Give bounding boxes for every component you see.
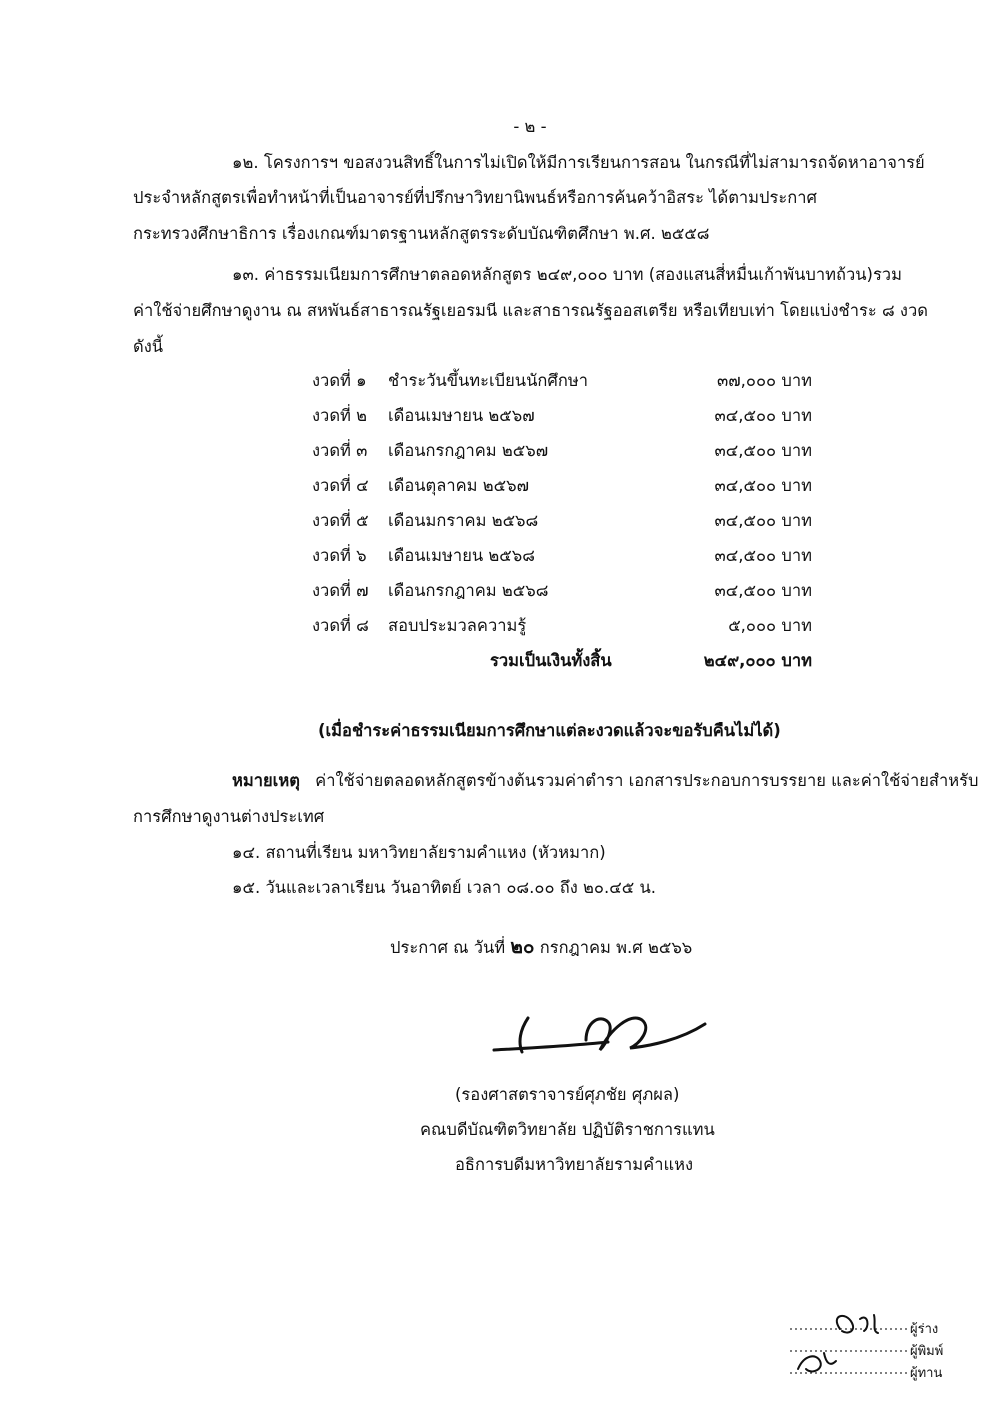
installment-amount: ๓๔,๕๐๐ บาท <box>714 406 812 425</box>
installment-amount: ๓๔,๕๐๐ บาท <box>714 511 812 530</box>
schedule-row <box>0 613 1000 643</box>
installment-description: เดือนมกราคม ๒๕๖๘ <box>388 511 539 530</box>
schedule-row <box>0 403 1000 433</box>
installment-description: เดือนตุลาคม ๒๕๖๗ <box>388 476 530 495</box>
total-label: รวมเป็นเงินทั้งสิ้น <box>490 651 612 670</box>
remark-line1 <box>232 768 978 794</box>
signatory-position2: อธิการบดีมหาวิทยาลัยรามคำแหง <box>455 1155 694 1174</box>
schedule-row <box>0 578 1000 608</box>
installment-amount: ๓๔,๕๐๐ บาท <box>714 476 812 495</box>
item15: ๑๕. วันและเวลาเรียน วันอาทิตย์ เวลา ๐๘.๐๐ ถึง ๒๐.๔๕ น. <box>232 878 656 897</box>
schedule-row <box>0 473 1000 503</box>
signature-image <box>490 1000 720 1070</box>
installment-description: สอบประมวลความรู้ <box>388 616 527 635</box>
item12-line2: ประจำหลักสูตรเพื่อทำหน้าที่เป็นอาจารย์ที่ปรึกษาวิทยานิพนธ์หรือการค้นคว้าอิสระ ได้ตามประกาศ <box>133 188 817 207</box>
remark-line2: การศึกษาดูงานต่างประเทศ <box>133 807 325 826</box>
signatory-name: (รองศาสตราจารย์ศุภชัย ศุภผล) <box>455 1085 680 1104</box>
page-number: - ๒ - <box>513 117 547 136</box>
installment-number: งวดที่ ๕ <box>312 511 369 530</box>
item12-line1: ๑๒. โครงการฯ ขอสงวนสิทธิ์ในการไม่เปิดให้มีการเรียนการสอน ในกรณีที่ไม่สามารถจัดหาอาจารย์ <box>232 153 925 172</box>
item13-line1: ๑๓. ค่าธรรมเนียมการศึกษาตลอดหลักสูตร ๒๔๙,๐๐๐ บาท (สองแสนสี่หมื่นเก้าพันบาทถ้วน)รวม <box>232 265 902 284</box>
installment-number: งวดที่ ๒ <box>312 406 368 425</box>
installment-number: งวดที่ ๓ <box>312 441 368 460</box>
installment-number: งวดที่ ๘ <box>312 616 369 635</box>
schedule-row <box>0 438 1000 468</box>
installment-description: เดือนกรกฎาคม ๒๕๖๗ <box>388 441 549 460</box>
announcement-date <box>390 932 692 962</box>
total-amount: ๒๔๙,๐๐๐ บาท <box>703 651 812 670</box>
installment-description: เดือนเมษายน ๒๕๖๘ <box>388 546 535 565</box>
no-refund-note: (เมื่อชำระค่าธรรมเนียมการศึกษาแต่ละงวดแล้วจะขอรับคืนไม่ได้) <box>318 721 781 740</box>
installment-number: งวดที่ ๗ <box>312 581 369 600</box>
remark-label: หมายเหตุ <box>232 771 300 790</box>
item13-line2: ค่าใช้จ่ายศึกษาดูงาน ณ สหพันธ์สาธารณรัฐเยอรมนี และสาธารณรัฐออสเตรีย หรือเทียบเท่า โดยแบ่งชำระ ๘ งวด <box>133 301 928 320</box>
schedule-row <box>0 508 1000 538</box>
initials-drafter: ผู้ร่าง <box>910 1322 939 1337</box>
installment-description: เดือนเมษายน ๒๕๖๗ <box>388 406 535 425</box>
installment-amount: ๕,๐๐๐ บาท <box>728 616 812 635</box>
schedule-row <box>0 368 1000 398</box>
initials-scribble-image <box>790 1305 900 1380</box>
remark-text: ค่าใช้จ่ายตลอดหลักสูตรข้างต้นรวมค่าตำรา เอกสารประกอบการบรรยาย และค่าใช้จ่ายสำหรับ <box>315 771 979 790</box>
announcement-prefix: ประกาศ ณ วันที่ <box>390 938 506 957</box>
schedule-total-row <box>0 648 1000 678</box>
schedule-row <box>0 543 1000 573</box>
installment-number: งวดที่ ๖ <box>312 546 367 565</box>
item12-line3: กระทรวงศึกษาธิการ เรื่องเกณฑ์มาตรฐานหลักสูตรระดับบัณฑิตศึกษา พ.ศ. ๒๕๕๘ <box>133 224 710 243</box>
announcement-day: ๒๐ <box>510 936 535 958</box>
initials-typist: ผู้พิมพ์ <box>910 1344 944 1359</box>
initials-reviewer: ผู้ทาน <box>910 1366 943 1381</box>
announcement-suffix: กรกฎาคม พ.ศ ๒๕๖๖ <box>539 938 693 957</box>
installment-number: งวดที่ ๑ <box>312 371 367 390</box>
installment-number: งวดที่ ๔ <box>312 476 369 495</box>
signatory-position1: คณบดีบัณฑิตวิทยาลัย ปฏิบัติราชการแทน <box>420 1120 715 1139</box>
installment-description: เดือนกรกฎาคม ๒๕๖๘ <box>388 581 549 600</box>
item14: ๑๔. สถานที่เรียน มหาวิทยาลัยรามคำแหง (หัวหมาก) <box>232 843 606 862</box>
installment-description: ชำระวันขึ้นทะเบียนนักศึกษา <box>388 371 588 390</box>
installment-amount: ๓๔,๕๐๐ บาท <box>714 546 812 565</box>
installment-amount: ๓๔,๕๐๐ บาท <box>714 441 812 460</box>
item13-line3: ดังนี้ <box>133 337 164 356</box>
installment-amount: ๓๗,๐๐๐ บาท <box>716 371 812 390</box>
installment-amount: ๓๔,๕๐๐ บาท <box>714 581 812 600</box>
